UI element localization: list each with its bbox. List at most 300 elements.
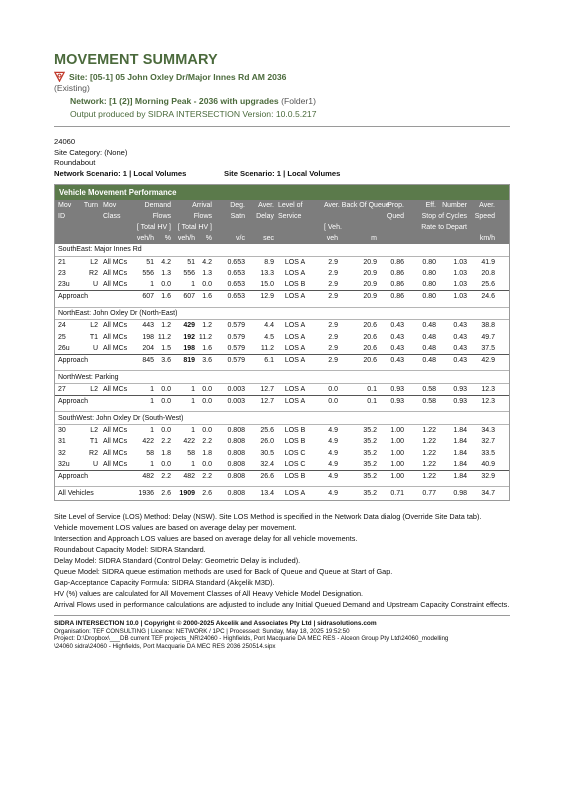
header-cell-col-8: Delay	[256, 213, 274, 220]
header-cell-col-12: Qued	[386, 213, 404, 220]
cell-col-9: LOS A	[284, 356, 306, 364]
cell-col-8: 11.2	[260, 344, 274, 352]
cell-col-12: 0.86	[390, 293, 404, 301]
cell-col-7: 0.579	[227, 333, 245, 341]
cell-col-11: 35.2	[363, 449, 377, 457]
cell-col-3: 51	[146, 258, 154, 266]
cell-col-8: 4.5	[264, 333, 274, 341]
cell-col-7: 0.579	[227, 356, 245, 364]
table-row	[55, 320, 509, 331]
cell-col-4: 1.5	[161, 344, 171, 352]
cell-col-3: 1	[150, 427, 154, 435]
header-cell-col-7: v/c	[236, 235, 245, 242]
site-category: Site Category: (None)	[54, 147, 128, 157]
header-cell-col-8: sec	[263, 235, 274, 242]
cell-col-1: T1	[89, 333, 98, 341]
cell-col-0: 25	[58, 333, 66, 341]
cell-col-11: 20.9	[363, 293, 377, 301]
cell-col-15: 32.7	[481, 438, 495, 446]
cell-col-14: 1.84	[453, 427, 467, 435]
cell-col-13: 1.22	[422, 427, 436, 435]
cell-col-4: 2.2	[161, 438, 171, 446]
cell-col-5: 198	[183, 344, 195, 352]
cell-col-1: U	[92, 461, 98, 468]
approach-section-title: NorthWest: Parking	[58, 373, 119, 381]
cell-col-2: All MCs	[103, 449, 128, 457]
header-row	[55, 211, 509, 222]
cell-col-9: LOS C	[284, 449, 306, 457]
cell-col-0: Approach	[58, 472, 88, 480]
cell-col-13: 0.58	[422, 397, 436, 405]
cell-col-13: 0.48	[422, 344, 436, 352]
header-cell-col-0: Mov	[58, 202, 72, 209]
cell-col-7: 0.003	[227, 386, 245, 394]
cell-col-7: 0.653	[227, 293, 245, 301]
cell-col-13: 0.58	[422, 386, 436, 394]
cell-col-13: 0.48	[422, 333, 436, 341]
cell-col-12: 1.00	[390, 449, 404, 457]
cell-col-5: 1	[191, 386, 195, 394]
approach-row	[55, 470, 509, 481]
note-line: Vehicle movement LOS values are based on average delay per movement.	[54, 523, 297, 533]
cell-col-2: All MCs	[103, 461, 128, 468]
cell-col-13: 1.22	[422, 438, 436, 446]
table-row	[55, 257, 509, 268]
cell-col-12: 0.71	[390, 490, 404, 498]
cell-col-10: 4.9	[328, 472, 338, 480]
network-scenario: Network Scenario: 1 | Local Volumes	[54, 168, 187, 178]
cell-col-0: 26u	[58, 344, 70, 352]
cell-col-2: All MCs	[103, 333, 128, 341]
cell-col-10: 4.9	[328, 438, 338, 446]
header-cell-col-4: %	[164, 235, 171, 242]
cell-col-7: 0.808	[227, 449, 245, 457]
cell-col-0: 24	[58, 322, 66, 330]
cell-col-0: 30	[58, 427, 66, 435]
header-cell-col-10: veh	[326, 235, 338, 242]
note-line: Site Level of Service (LOS) Method: Delay (NSW). Site LOS Method is specified in the Network Data dialog (Override Site Data tab).	[54, 512, 482, 522]
cell-col-15: 25.6	[481, 281, 495, 289]
header-cell-col-15: km/h	[479, 235, 495, 242]
header-cell-col-3: [ Total HV ]	[136, 224, 171, 231]
cell-col-8: 26.0	[260, 438, 274, 446]
header-row	[55, 233, 509, 244]
cell-col-12: 0.43	[390, 322, 404, 330]
cell-col-10: 2.9	[328, 333, 338, 341]
note-line: Delay Model: SIDRA Standard (Control Delay: Geometric Delay is included).	[54, 556, 301, 566]
note-line: Roundabout Capacity Model: SIDRA Standard.	[54, 545, 206, 555]
cell-col-14: 1.84	[453, 449, 467, 457]
header-cell-col-13: Rate	[421, 224, 436, 231]
table-row	[55, 448, 509, 459]
header-cell-col-7: Deg.	[230, 202, 245, 209]
header-cell-col-0: ID	[58, 213, 65, 220]
cell-col-0: 32	[58, 449, 66, 457]
header-cell-col-14: of Cycles	[438, 213, 467, 220]
cell-col-2: All MCs	[103, 386, 128, 394]
cell-col-4: 0.0	[161, 397, 171, 405]
cell-col-13: 0.48	[422, 356, 436, 364]
cell-col-5: 1	[191, 461, 195, 468]
cell-col-7: 0.653	[227, 269, 245, 277]
project-id: 24060	[54, 137, 76, 146]
approach-section-title: NorthEast: John Oxley Dr (North-East)	[58, 309, 178, 317]
cell-col-8: 32.4	[260, 461, 274, 468]
header-cell-col-3: veh/h	[136, 235, 154, 242]
cell-col-9: LOS A	[284, 258, 306, 266]
cell-col-5: 429	[183, 322, 195, 330]
approach-row	[55, 354, 509, 365]
cell-col-9: LOS A	[284, 322, 306, 330]
header-cell-col-15: Aver.	[479, 202, 495, 209]
cell-col-7: 0.808	[227, 490, 245, 498]
cell-col-15: 32.9	[481, 472, 495, 480]
approach-row	[55, 395, 509, 406]
header-cell-col-5: Arrival	[192, 202, 212, 209]
cell-col-4: 4.2	[161, 258, 171, 266]
cell-col-8: 30.5	[260, 449, 274, 457]
cell-col-2: All MCs	[103, 322, 128, 330]
cell-col-10: 2.9	[328, 322, 338, 330]
cell-col-4: 3.6	[161, 356, 171, 364]
header-row	[55, 200, 509, 211]
cell-col-6: 11.2	[198, 333, 212, 341]
cell-col-14: 1.84	[453, 472, 467, 480]
cell-col-15: 37.5	[481, 344, 495, 352]
cell-col-0: 31	[58, 438, 66, 446]
cell-col-12: 0.86	[390, 258, 404, 266]
cell-col-0: 32u	[58, 461, 70, 468]
cell-col-8: 13.3	[260, 269, 274, 277]
cell-col-15: 12.3	[481, 397, 495, 405]
header-cell-col-10: Aver. Back Of Queue	[324, 202, 390, 209]
cell-col-3: 845	[142, 356, 154, 364]
table-title: Vehicle Movement Performance	[55, 185, 509, 200]
cell-col-15: 38.8	[481, 322, 495, 330]
cell-col-10: 2.9	[328, 356, 338, 364]
cell-col-8: 12.7	[260, 386, 274, 394]
cell-col-6: 1.6	[202, 344, 212, 352]
cell-col-14: 1.03	[453, 293, 467, 301]
cell-col-10: 2.9	[328, 344, 338, 352]
cell-col-6: 1.6	[202, 293, 212, 301]
cell-col-13: 0.48	[422, 322, 436, 330]
cell-col-3: 1	[150, 386, 154, 394]
table-row	[55, 436, 509, 447]
cell-col-11: 20.6	[363, 322, 377, 330]
cell-col-6: 1.2	[202, 322, 212, 330]
cell-col-5: 482	[183, 472, 195, 480]
cell-col-15: 12.3	[481, 386, 495, 394]
cell-col-15: 24.6	[481, 293, 495, 301]
approach-section-title: SouthWest: John Oxley Dr (South-West)	[58, 414, 184, 422]
cell-col-14: 0.93	[453, 397, 467, 405]
header-cell-col-9: Level of	[278, 202, 303, 209]
cell-col-8: 6.1	[264, 356, 274, 364]
footer-divider	[54, 615, 510, 616]
footer-project-path: Project: D:\Dropbox\___DB current TEF projects_NR\24060 - Highfields, Port Macquarie DA MEC RES - Alceon Group Pty Ltd\24060_modelling	[54, 635, 449, 643]
cell-col-0: Approach	[58, 293, 88, 301]
cell-col-1: L2	[90, 258, 98, 266]
header-cell-col-2: Class	[103, 213, 121, 220]
cell-col-14: 1.84	[453, 438, 467, 446]
cell-col-8: 13.4	[260, 490, 274, 498]
cell-col-5: 1	[191, 427, 195, 435]
cell-col-9: LOS C	[284, 461, 306, 468]
cell-col-9: LOS A	[284, 397, 306, 405]
cell-col-12: 0.93	[390, 397, 404, 405]
header-cell-col-12: Prop.	[387, 202, 404, 209]
cell-col-0: 23u	[58, 281, 70, 289]
cell-col-5: 1	[191, 281, 195, 289]
header-cell-col-1: Turn	[83, 202, 98, 209]
cell-col-7: 0.808	[227, 427, 245, 435]
cell-col-1: L2	[90, 427, 98, 435]
cell-col-14: 0.98	[453, 490, 467, 498]
footer-organisation: Organisation: TEF CONSULTING | Licence: NETWORK / 1PC | Processed: Sunday, May 18, 2025 19:52:50	[54, 627, 350, 635]
cell-col-7: 0.808	[227, 472, 245, 480]
cell-col-7: 0.808	[227, 438, 245, 446]
cell-col-2: All MCs	[103, 438, 128, 446]
cell-col-10: 0.0	[328, 397, 338, 405]
cell-col-6: 2.2	[202, 438, 212, 446]
footer-copyright: SIDRA INTERSECTION 10.0 | Copyright © 2000-2025 Akcelik and Associates Pty Ltd | sidrasolutions.com	[54, 620, 377, 628]
cell-col-5: 1909	[179, 490, 195, 498]
cell-col-12: 1.00	[390, 438, 404, 446]
cell-col-7: 0.579	[227, 322, 245, 330]
cell-col-5: 422	[183, 438, 195, 446]
cell-col-4: 2.2	[161, 472, 171, 480]
site-line	[54, 71, 510, 82]
header-cell-col-5: veh/h	[177, 235, 195, 242]
table-row	[55, 425, 509, 436]
cell-col-10: 2.9	[328, 293, 338, 301]
cell-col-8: 4.4	[264, 322, 274, 330]
cell-col-14: 1.03	[453, 269, 467, 277]
cell-col-3: 1936	[138, 490, 154, 498]
cell-col-8: 26.6	[260, 472, 274, 480]
cell-col-11: 20.6	[363, 356, 377, 364]
footer-project-file: \24060 sidra\24060 - Highfields, Port Macquarie DA MEC RES 2036 250514.sipx	[54, 642, 276, 650]
cell-col-12: 0.93	[390, 386, 404, 394]
output-version: Output produced by SIDRA INTERSECTION Version: 10.0.5.217	[70, 109, 317, 119]
cell-col-11: 0.1	[367, 397, 377, 405]
site-title: Site: [05-1] 05 John Oxley Dr/Major Innes Rd AM 2036	[69, 71, 287, 82]
header-cell-col-3: Flows	[152, 213, 171, 220]
cell-col-1: U	[92, 344, 98, 352]
cell-col-1: T1	[89, 438, 98, 446]
header-row	[55, 222, 509, 233]
cell-col-5: 556	[183, 269, 195, 277]
scenario-line	[54, 169, 510, 180]
cell-col-10: 2.9	[328, 281, 338, 289]
cell-col-3: 204	[142, 344, 154, 352]
cell-col-4: 1.6	[161, 293, 171, 301]
cell-col-3: 1	[150, 281, 154, 289]
cell-col-4: 1.2	[161, 322, 171, 330]
cell-col-6: 2.2	[202, 472, 212, 480]
cell-col-14: 0.43	[453, 344, 467, 352]
cell-col-6: 1.8	[202, 449, 212, 457]
cell-col-9: LOS B	[284, 438, 306, 446]
cell-col-4: 0.0	[161, 427, 171, 435]
cell-col-15: 20.8	[481, 269, 495, 277]
cell-col-3: 58	[146, 449, 154, 457]
cell-col-13: 0.77	[422, 490, 436, 498]
cell-col-12: 0.43	[390, 356, 404, 364]
cell-col-2: All MCs	[103, 258, 128, 266]
cell-col-15: 42.9	[481, 356, 495, 364]
cell-col-10: 0.0	[328, 386, 338, 394]
cell-col-9: LOS A	[284, 333, 306, 341]
cell-col-9: LOS A	[284, 386, 306, 394]
notes-section	[54, 512, 510, 609]
cell-col-14: 0.43	[453, 333, 467, 341]
cell-col-2: All MCs	[103, 344, 128, 352]
header-cell-col-9: Service	[278, 213, 302, 220]
cell-col-6: 0.0	[202, 281, 212, 289]
cell-col-8: 12.7	[260, 397, 274, 405]
cell-col-12: 1.00	[390, 427, 404, 435]
cell-col-10: 4.9	[328, 449, 338, 457]
cell-col-13: 0.80	[422, 281, 436, 289]
cell-col-5: 1	[191, 397, 195, 405]
cell-col-15: 40.9	[481, 461, 495, 468]
header-cell-col-7: Satn	[230, 213, 245, 220]
cell-col-14: 1.03	[453, 258, 467, 266]
cell-col-7: 0.003	[227, 397, 245, 405]
cell-col-15: 34.7	[481, 490, 495, 498]
cell-col-11: 20.6	[363, 344, 377, 352]
table-row	[55, 331, 509, 342]
note-line: Arrival Flows used in performance calculations are adjusted to include any Initial Queued Demand and Upstream Capacity Constraint effects.	[54, 599, 510, 609]
cell-col-9: LOS A	[284, 344, 306, 352]
cell-col-6: 3.6	[202, 356, 212, 364]
cell-col-7: 0.653	[227, 258, 245, 266]
network-folder: (Folder1)	[281, 96, 316, 106]
cell-col-3: 556	[142, 269, 154, 277]
cell-col-7: 0.653	[227, 281, 245, 289]
cell-col-15: 33.5	[481, 449, 495, 457]
cell-col-11: 20.9	[363, 258, 377, 266]
cell-col-12: 0.86	[390, 281, 404, 289]
cell-col-5: 51	[187, 258, 195, 266]
cell-col-13: 1.22	[422, 461, 436, 468]
cell-col-9: LOS B	[284, 472, 306, 480]
cell-col-6: 0.0	[202, 397, 212, 405]
header-cell-col-14: to Depart	[438, 224, 467, 231]
cell-col-4: 1.3	[161, 269, 171, 277]
site-scenario: Site Scenario: 1 | Local Volumes	[224, 168, 341, 178]
cell-col-0: All Vehicles	[58, 490, 94, 498]
cell-col-12: 1.00	[390, 461, 404, 468]
cell-col-5: 192	[183, 333, 195, 341]
cell-col-12: 0.43	[390, 333, 404, 341]
cell-col-8: 25.6	[260, 427, 274, 435]
cell-col-5: 58	[187, 449, 195, 457]
cell-col-7: 0.579	[227, 344, 245, 352]
cell-col-12: 1.00	[390, 472, 404, 480]
cell-col-9: LOS B	[284, 427, 306, 435]
cell-col-11: 35.2	[363, 438, 377, 446]
cell-col-2: All MCs	[103, 427, 128, 435]
cell-col-10: 4.9	[328, 427, 338, 435]
header-cell-col-8: Aver.	[258, 202, 274, 209]
cell-col-1: R2	[89, 269, 98, 277]
header-cell-col-5: Flows	[193, 213, 212, 220]
cell-col-5: 607	[183, 293, 195, 301]
site-status: (Existing)	[54, 83, 90, 93]
site-type: Roundabout	[54, 158, 96, 167]
page-title: MOVEMENT SUMMARY	[54, 52, 218, 68]
cell-col-10: 4.9	[328, 461, 338, 468]
cell-col-4: 1.8	[161, 449, 171, 457]
table-row	[55, 343, 509, 354]
approach-row	[55, 290, 509, 301]
cell-col-0: 21	[58, 258, 66, 266]
cell-col-9: LOS A	[284, 490, 306, 498]
cell-col-13: 0.80	[422, 293, 436, 301]
cell-col-6: 0.0	[202, 427, 212, 435]
header-cell-col-13: Stop	[421, 213, 436, 220]
cell-col-5: 819	[183, 356, 195, 364]
cell-col-11: 35.2	[363, 461, 377, 468]
header-cell-col-15: Speed	[474, 213, 495, 220]
cell-col-4: 11.2	[157, 333, 171, 341]
cell-col-1: L2	[90, 386, 98, 394]
cell-col-11: 35.2	[363, 427, 377, 435]
cell-col-0: Approach	[58, 356, 88, 364]
cell-col-3: 198	[142, 333, 154, 341]
header-cell-col-3: Demand	[144, 202, 171, 209]
cell-col-6: 2.6	[202, 490, 212, 498]
cell-col-8: 8.9	[264, 258, 274, 266]
cell-col-7: 0.808	[227, 461, 245, 468]
cell-col-10: 2.9	[328, 269, 338, 277]
note-line: Intersection and Approach LOS values are based on average delay for all vehicle movements.	[54, 534, 358, 544]
cell-col-13: 0.80	[422, 269, 436, 277]
cell-col-4: 0.0	[161, 461, 171, 468]
cell-col-3: 482	[142, 472, 154, 480]
cell-col-13: 1.22	[422, 472, 436, 480]
cell-col-1: R2	[89, 449, 98, 457]
cell-col-8: 12.9	[260, 293, 274, 301]
cell-col-6: 1.3	[202, 269, 212, 277]
vehicle-movement-table	[54, 184, 510, 501]
cell-col-9: LOS B	[284, 281, 306, 289]
note-line: Queue Model: SIDRA queue estimation methods are used for Back of Queue and Queue at Start of Gap.	[54, 566, 393, 576]
cell-col-15: 49.7	[481, 333, 495, 341]
cell-col-1: L2	[90, 322, 98, 330]
cell-col-1: U	[92, 281, 98, 289]
network-line	[54, 96, 510, 106]
cell-col-10: 4.9	[328, 490, 338, 498]
cell-col-6: 0.0	[202, 461, 212, 468]
cell-col-11: 35.2	[363, 472, 377, 480]
cell-col-11: 20.6	[363, 333, 377, 341]
header-divider	[54, 126, 510, 127]
cell-col-14: 0.93	[453, 386, 467, 394]
footer	[54, 620, 510, 650]
cell-col-15: 34.3	[481, 427, 495, 435]
cell-col-8: 15.0	[260, 281, 274, 289]
cell-col-2: All MCs	[103, 269, 128, 277]
table-row	[55, 279, 509, 290]
cell-col-15: 41.9	[481, 258, 495, 266]
cell-col-3: 1	[150, 461, 154, 468]
cell-col-4: 0.0	[161, 281, 171, 289]
table-row	[55, 268, 509, 279]
